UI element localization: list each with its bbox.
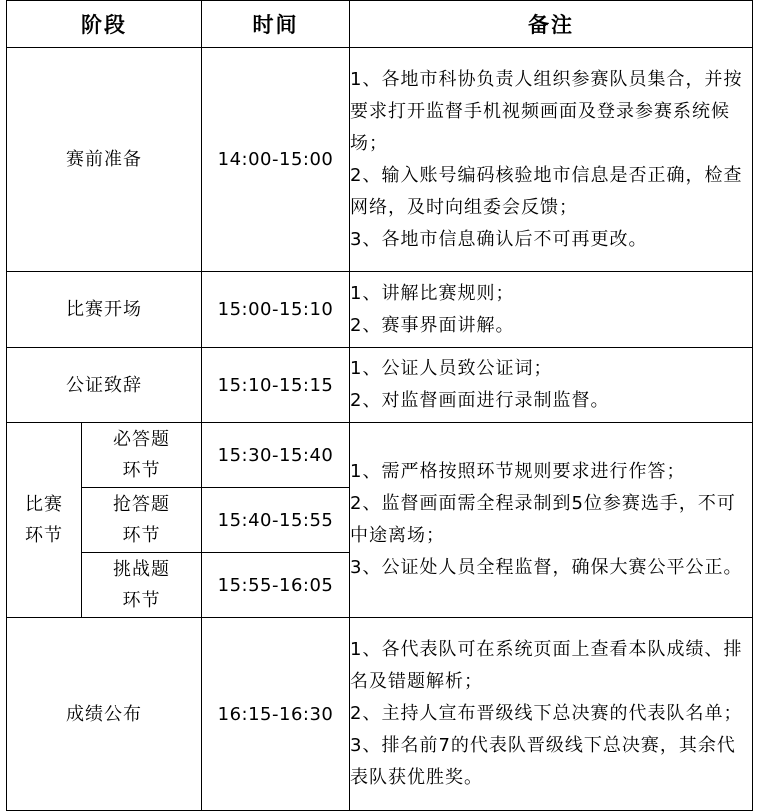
row-prep bbox=[7, 48, 753, 272]
stage-cell: 成绩公布 bbox=[7, 618, 202, 811]
row-result bbox=[7, 618, 753, 811]
note-cell bbox=[350, 272, 753, 348]
stage-cell: 公证致辞 bbox=[7, 348, 202, 423]
row-open bbox=[7, 272, 753, 348]
note-line: 3、公证处人员全程监督，确保大赛公平公正。 bbox=[350, 557, 743, 578]
time-cell: 15:55-16:05 bbox=[202, 553, 350, 618]
note-cell bbox=[350, 348, 753, 423]
note-line: 1、需严格按照环节规则要求进行作答； bbox=[350, 461, 686, 482]
note-line: 2、监督画面需全程录制到5位参赛选手，不可中途离场； bbox=[350, 493, 736, 546]
substage-label: 抢答题环节 bbox=[113, 494, 170, 546]
time-cell: 16:15-16:30 bbox=[202, 618, 350, 811]
note-line: 1、各地市科协负责人组织参赛队员集合，并按要求打开监督手机视频画面及登录参赛系统候场； bbox=[350, 68, 743, 154]
time-cell: 15:40-15:55 bbox=[202, 488, 350, 553]
note-line: 1、讲解比赛规则； bbox=[350, 282, 515, 304]
time-cell: 14:00-15:00 bbox=[202, 48, 350, 272]
substage-cell bbox=[82, 488, 202, 553]
note-line: 3、各地市信息确认后不可再更改。 bbox=[350, 228, 648, 250]
note-line: 2、主持人宣布晋级线下总决赛的代表队名单； bbox=[350, 703, 743, 724]
note-line: 1、各代表队可在系统页面上查看本队成绩、排名及错题解析； bbox=[350, 639, 743, 692]
schedule-table bbox=[6, 0, 753, 811]
note-line: 2、输入账号编码核验地市信息是否正确，检查网络，及时向组委会反馈； bbox=[350, 164, 743, 218]
note-line: 1、公证人员致公证词； bbox=[350, 358, 553, 379]
time-cell: 15:10-15:15 bbox=[202, 348, 350, 423]
note-cell bbox=[350, 618, 753, 811]
note-line: 2、对监督画面进行录制监督。 bbox=[350, 390, 610, 411]
substage-label: 必答题环节 bbox=[113, 429, 170, 481]
note-cell bbox=[350, 423, 753, 618]
note-line: 2、赛事界面讲解。 bbox=[350, 314, 515, 336]
header-note: 备注 bbox=[350, 1, 753, 48]
row-match-1 bbox=[7, 423, 753, 488]
note-line: 3、排名前7的代表队晋级线下总决赛，其余代表队获优胜奖。 bbox=[350, 735, 736, 788]
header-stage: 阶段 bbox=[7, 1, 202, 48]
row-notary bbox=[7, 348, 753, 423]
time-cell: 15:30-15:40 bbox=[202, 423, 350, 488]
note-cell bbox=[350, 48, 753, 272]
stage-cell bbox=[7, 423, 82, 618]
substage-cell bbox=[82, 553, 202, 618]
substage-cell bbox=[82, 423, 202, 488]
header-row bbox=[7, 1, 753, 48]
header-time: 时间 bbox=[202, 1, 350, 48]
time-cell: 15:00-15:10 bbox=[202, 272, 350, 348]
stage-cell: 赛前准备 bbox=[7, 48, 202, 272]
substage-label: 挑战题环节 bbox=[113, 559, 170, 611]
stage-cell: 比赛开场 bbox=[7, 272, 202, 348]
stage-label: 比赛环节 bbox=[25, 494, 63, 546]
